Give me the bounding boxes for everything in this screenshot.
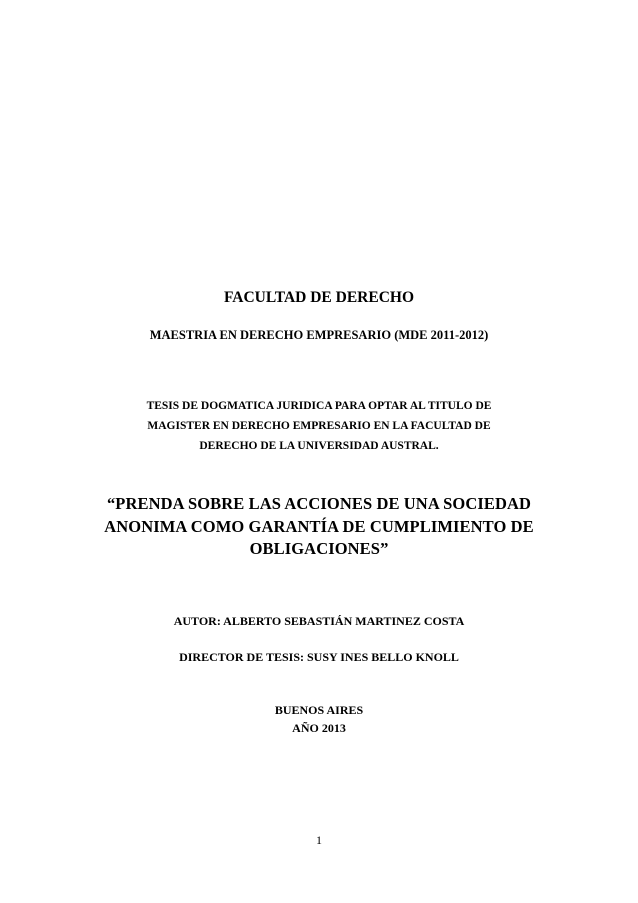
year-line: AÑO 2013 [292,721,346,735]
faculty-heading: FACULTAD DE DERECHO [223,289,415,306]
thesis-title-line: “PRENDA SOBRE LAS ACCIONES DE UNA SOCIEDAD [106,494,532,513]
thesis-title-line: OBLIGACIONES” [249,539,389,558]
author-line: AUTOR: ALBERTO SEBASTIÁN MARTINEZ COSTA [173,614,465,628]
thesis-description-line: DERECHO DE LA UNIVERSIDAD AUSTRAL. [199,440,439,452]
page-number: 1 [316,833,322,847]
thesis-description-line: MAGISTER EN DERECHO EMPRESARIO EN LA FACULTAD DE [147,420,491,432]
city-line: BUENOS AIRES [274,703,364,717]
thesis-description-line: TESIS DE DOGMATICA JURIDICA PARA OPTAR AL TITULO DE [146,400,492,412]
director-line: DIRECTOR DE TESIS: SUSY INES BELLO KNOLL [179,650,459,664]
thesis-title-line: ANONIMA COMO GARANTÍA DE CUMPLIMIENTO DE [104,517,534,536]
program-heading: MAESTRIA EN DERECHO EMPRESARIO (MDE 2011-2012) [149,328,489,342]
